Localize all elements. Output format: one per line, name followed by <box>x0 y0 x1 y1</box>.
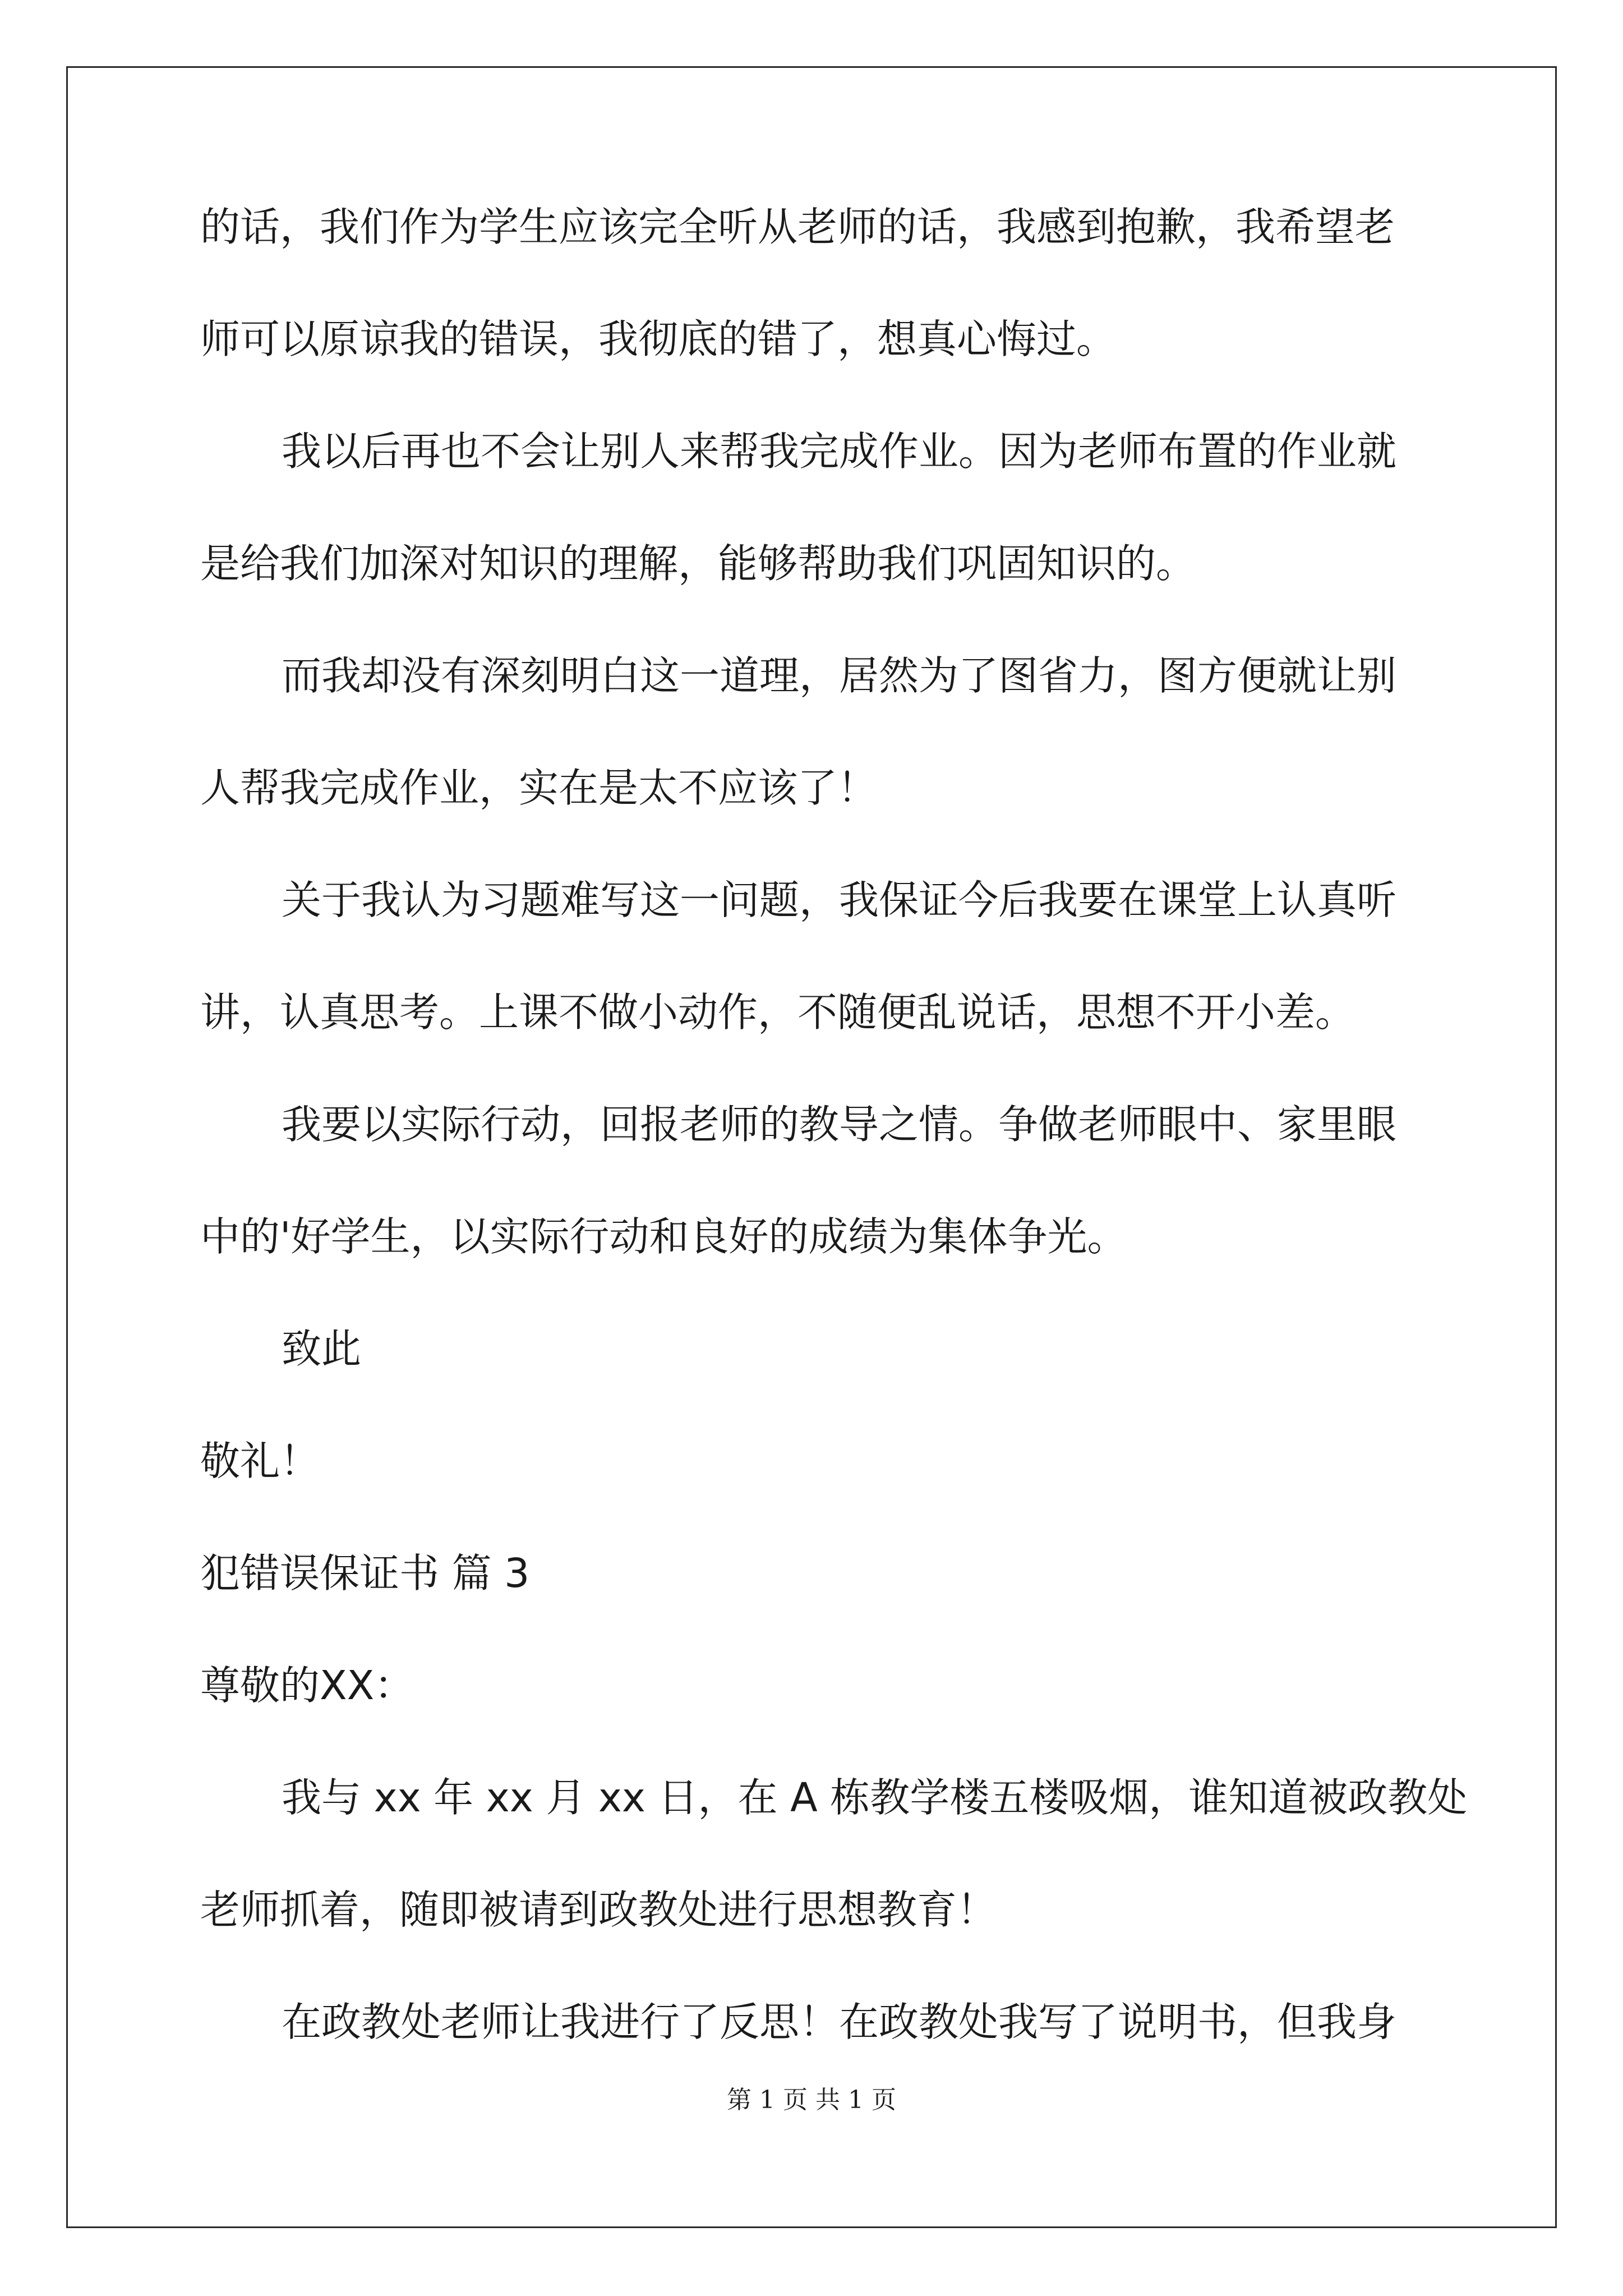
text-line: 我要以实际行动，回报老师的教导之情。争做老师眼中、家里眼 <box>282 1101 1397 1148</box>
text-line: 中的'好学生，以实际行动和良好的成绩为集体争光。 <box>200 1213 1127 1260</box>
text-line: 我以后再也不会让别人来帮我完成作业。因为老师布置的作业就 <box>282 428 1397 475</box>
text-line: 人帮我完成作业，实在是太不应该了！ <box>200 765 878 811</box>
salutation-closing: 敬礼！ <box>200 1438 320 1484</box>
text-line: 我与 xx 年 xx 月 xx 日，在 A 栋教学楼五楼吸烟，谁知道被政教处 <box>282 1774 1468 1821</box>
salutation: 尊敬的XX： <box>200 1662 414 1709</box>
text-line: 是给我们加深对知识的理解，能够帮助我们巩固知识的。 <box>200 540 1196 587</box>
text-line: 师可以原谅我的错误，我彻底的错了，想真心悔过。 <box>200 316 1117 362</box>
section-heading: 犯错误保证书 篇 3 <box>200 1550 530 1596</box>
text-line: 的话，我们作为学生应该完全听从老师的话，我感到抱歉，我希望老 <box>200 204 1395 250</box>
text-line: 老师抓着，随即被请到政教处进行思想教育！ <box>200 1887 997 1933</box>
page-footer: 第 1 页 共 1 页 <box>727 2086 896 2114</box>
text-line: 而我却没有深刻明白这一道理，居然为了图省力，图方便就让别 <box>282 652 1397 699</box>
text-line: 讲，认真思考。上课不做小动作，不随便乱说话，思想不开小差。 <box>200 989 1355 1036</box>
text-line: 在政教处老师让我进行了反思！在政教处我写了说明书，但我身 <box>282 1999 1397 2045</box>
closing-phrase: 致此 <box>282 1326 362 1372</box>
text-line: 关于我认为习题难写这一问题，我保证今后我要在课堂上认真听 <box>282 877 1397 923</box>
